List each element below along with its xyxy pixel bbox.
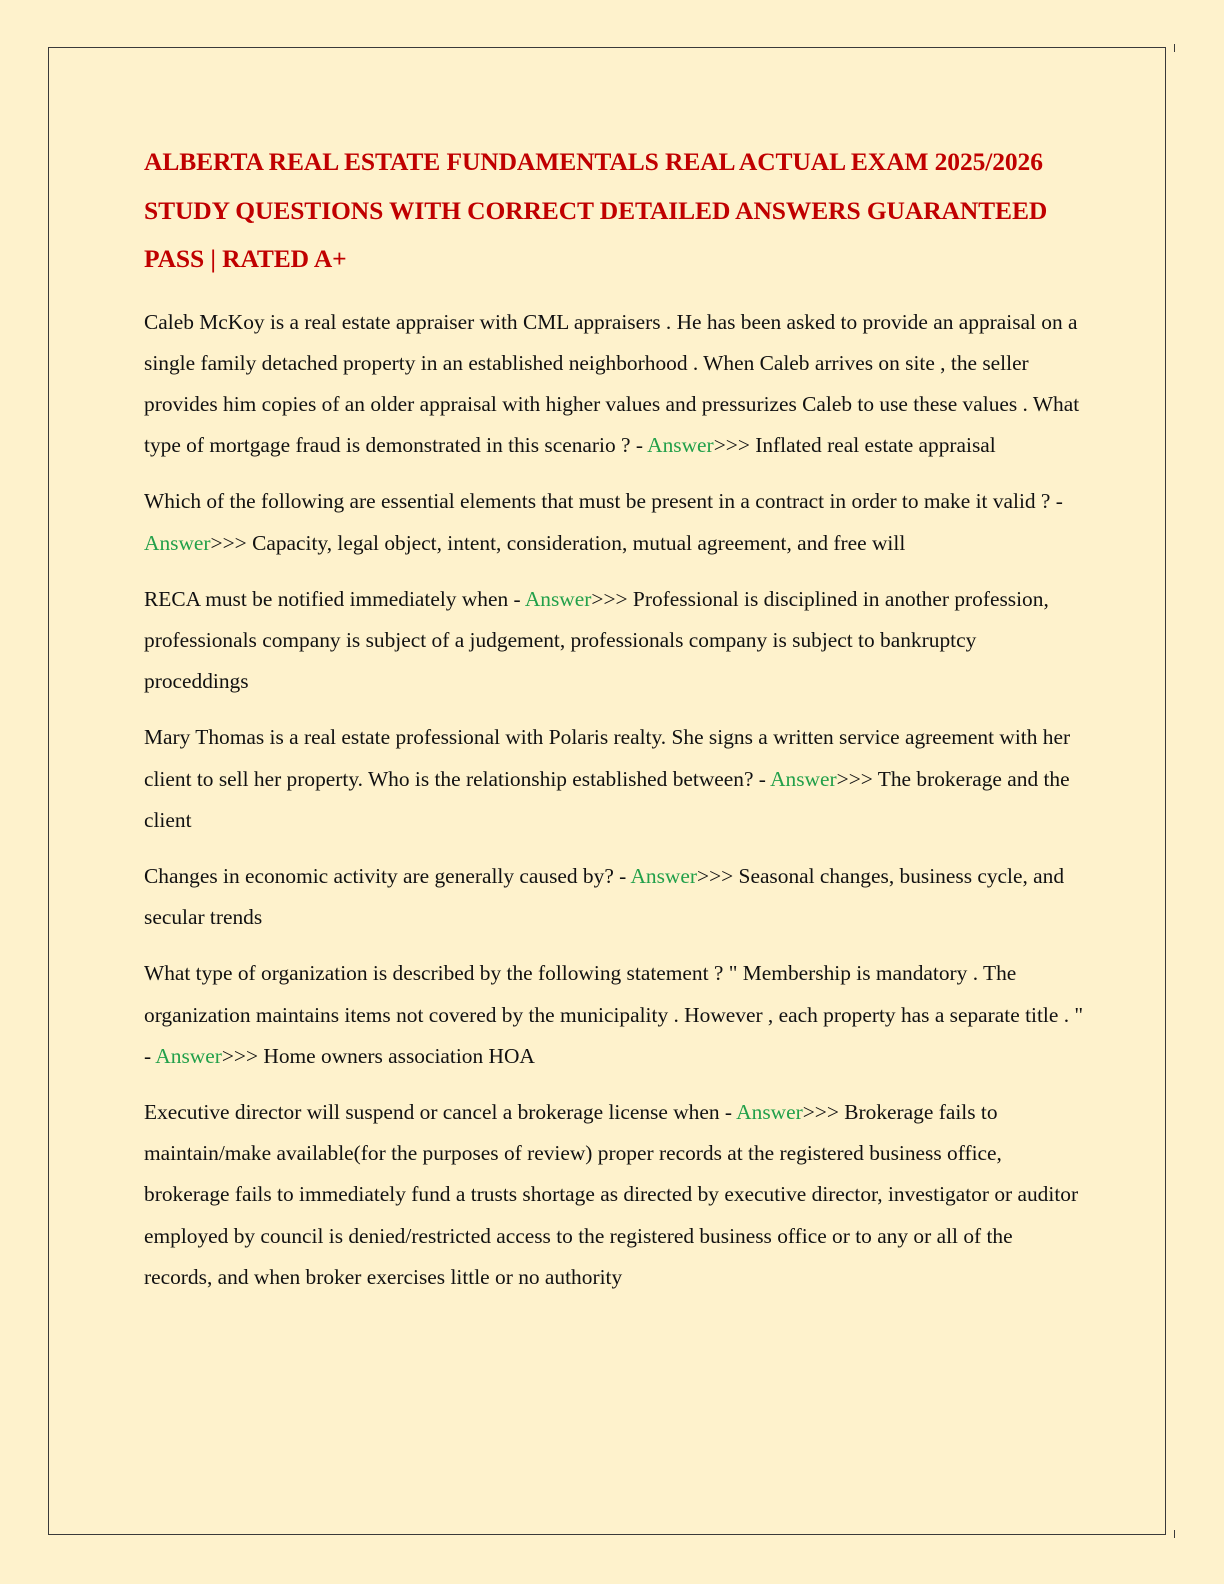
qa-item xyxy=(144,953,1084,1077)
question-text: Which of the following are essential elements that must be present in a contract in order to make it valid ? - xyxy=(144,489,1063,514)
qa-item xyxy=(144,481,1084,563)
answer-text: Seasonal changes, business cycle, and secular trends xyxy=(144,863,1065,930)
answer-label: Answer xyxy=(524,586,592,611)
question-text: Changes in economic activity are generally caused by? - xyxy=(144,863,631,888)
question-text: Mary Thomas is a real estate professional with Polaris realty. She signs a written service agreement with her client to sell her property. Who is the relationship established between? - xyxy=(144,725,1071,791)
answer-marker: >>> xyxy=(836,766,878,791)
answer-label: Answer xyxy=(630,863,697,888)
answer-label: Answer xyxy=(736,1099,803,1124)
answer-text: Capacity, legal object, intent, consideration, mutual agreement, and free will xyxy=(252,530,906,555)
qa-item xyxy=(144,856,1084,938)
question-text: Executive director will suspend or cancel a brokerage license when - xyxy=(144,1099,737,1124)
question-text: RECA must be notified immediately when - xyxy=(144,586,525,611)
qa-item xyxy=(144,717,1084,841)
answer-text: Home owners association HOA xyxy=(263,1043,535,1068)
document-body xyxy=(144,138,1084,1313)
answer-label: Answer xyxy=(144,530,211,555)
page-border-tick-top xyxy=(1174,44,1175,52)
page-border-tick-bottom xyxy=(1174,1530,1175,1538)
answer-marker: >>> xyxy=(210,530,253,555)
answer-marker: >>> xyxy=(802,1099,845,1124)
qa-item xyxy=(144,579,1084,703)
answer-marker: >>> xyxy=(591,586,633,611)
qa-item xyxy=(144,302,1084,467)
answer-text: Professional is disciplined in another profession, professionals company is subject of a judgement, professionals company is subject to bankruptcy proceddings xyxy=(144,586,1049,694)
answer-label: Answer xyxy=(647,433,714,458)
answer-marker: >>> xyxy=(713,433,756,458)
answer-label: Answer xyxy=(155,1043,222,1068)
answer-label: Answer xyxy=(770,766,837,791)
answer-marker: >>> xyxy=(697,863,739,888)
answer-text: Brokerage fails to maintain/make available(for the purposes of review) proper records at the registered business office, brokerage fails to immediately fund a trusts shortage as directed by executive director, investigator or auditor employed by council is denied/restricted access to the registered business office or to any or all of the records, and when broker exercises little or no authority xyxy=(144,1099,1079,1289)
qa-item xyxy=(144,1092,1084,1298)
answer-marker: >>> xyxy=(221,1043,264,1068)
answer-text: Inflated real estate appraisal xyxy=(755,433,996,458)
question-text: Caleb McKoy is a real estate appraiser with CML appraisers . He has been asked to provide an appraisal on a single family detached property in an established neighborhood . When Caleb arrives on site , the seller provides him copies of an older appraisal with higher values and pressurizes Caleb to use these values . What type of mortgage fraud is demonstrated in this scenario ? - xyxy=(144,309,1080,458)
question-text: What type of organization is described by the following statement ? " Membership is mandatory . The organization maintains items not covered by the municipality . However , each property has a separate title . " - xyxy=(144,961,1084,1068)
document-title: ALBERTA REAL ESTATE FUNDAMENTALS REAL ACTUAL EXAM 2025/2026 STUDY QUESTIONS WITH CORRECT DETAILED ANSWERS GUARANTEED PASS | RATED A+ xyxy=(144,147,1048,273)
answer-text: The brokerage and the client xyxy=(144,766,1070,832)
